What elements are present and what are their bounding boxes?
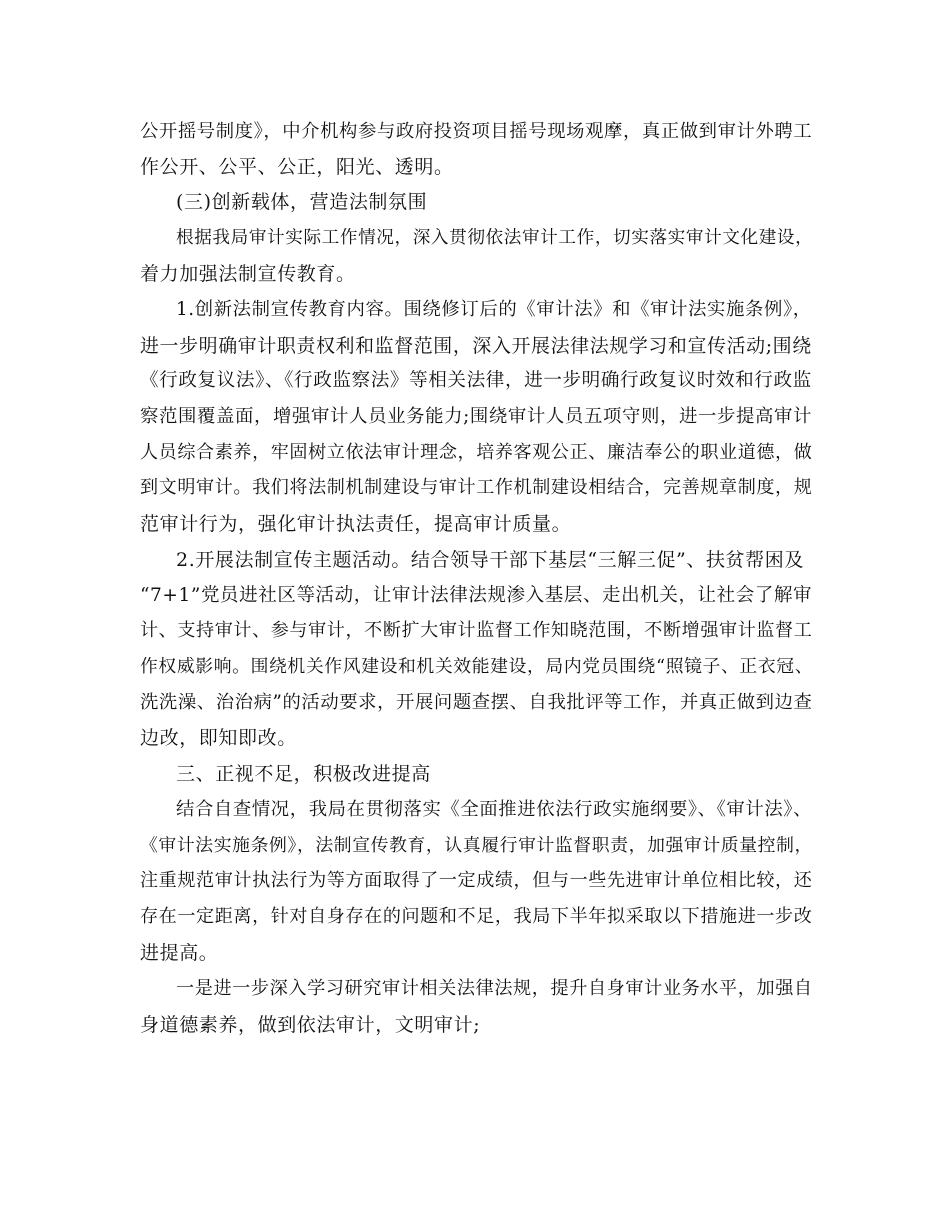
body-text-line: 计、支持审计、参与审计，不断扩大审计监督工作知晓范围，不断增强审计监督工 <box>140 620 813 641</box>
body-text-line: 存在一定距离，针对自身存在的问题和不足，我局下半年拟采取以下措施进一步改 <box>140 906 813 927</box>
body-text-line: 边改，即知即改。 <box>140 727 297 749</box>
body-text-line: “7+1”党员进社区等活动，让审计法律法规渗入基层、走出机关，让社会了解审 <box>140 585 813 606</box>
section-heading: 三、正视不足，积极改进提高 <box>176 763 431 785</box>
body-text-line: 注重规范审计执法行为等方面取得了一定成绩，但与一些先进审计单位相比较，还 <box>140 870 813 891</box>
body-text-line: 到文明审计。我们将法制机制建设与审计工作机制建设相结合，完善规章制度，规 <box>140 477 813 498</box>
body-text-line: 1.创新法制宣传教育内容。围绕修订后的《审计法》和《审计法实施条例》， <box>176 299 812 320</box>
body-text-line: 2.开展法制宣传主题活动。结合领导干部下基层“三解三促”、扶贫帮困及 <box>176 549 804 571</box>
body-text-line: 人员综合素养，牢固树立依法审计理念，培养客观公正、廉洁奉公的职业道德，做 <box>140 442 813 463</box>
body-text-line: 进一步明确审计职责权利和监督范围，深入开展法律法规学习和宣传活动;围绕 <box>140 335 812 357</box>
section-heading: (三)创新载体，营造法制氛围 <box>176 191 428 213</box>
body-text-line: 范审计行为，强化审计执法责任，提高审计质量。 <box>140 513 572 535</box>
body-text-line: 察范围覆盖面，增强审计人员业务能力;围绕审计人员五项守则，进一步提高审计 <box>140 406 813 427</box>
body-text-line: 进提高。 <box>140 942 219 964</box>
body-text-line: 着力加强法制宣传教育。 <box>140 263 356 285</box>
body-text-line: 作公开、公平、公正，阳光、透明。 <box>140 156 454 178</box>
body-text-line: 结合自查情况，我局在贯彻落实《全面推进依法行政实施纲要》、《审计法》、 <box>176 799 813 820</box>
body-text-line: 洗洗澡、治治病”的活动要求，开展问题查摆、自我批评等工作，并真正做到边查 <box>140 692 813 713</box>
body-text-line: 作权威影响。围绕机关作风建设和机关效能建设，局内党员围绕“照镜子、正衣冠、 <box>140 656 814 677</box>
body-text-line: 公开摇号制度》，中介机构参与政府投资项目摇号现场观摩，真正做到审计外聘工 <box>140 121 813 142</box>
body-text-line: 一是进一步深入学习研究审计相关法律法规，提升自身审计业务水平，加强自 <box>176 978 813 999</box>
body-text-line: 《审计法实施条例》，法制宣传教育，认真履行审计监督职责，加强审计质量控制， <box>140 835 813 856</box>
body-text-line: 根据我局审计实际工作情况，深入贯彻依法审计工作，切实落实审计文化建设， <box>176 228 814 248</box>
body-text-line: 身道德素养，做到依法审计，文明审计; <box>140 1014 481 1036</box>
body-text-line: 《行政复议法》、《行政监察法》等相关法律，进一步明确行政复议时效和行政监 <box>140 370 812 391</box>
